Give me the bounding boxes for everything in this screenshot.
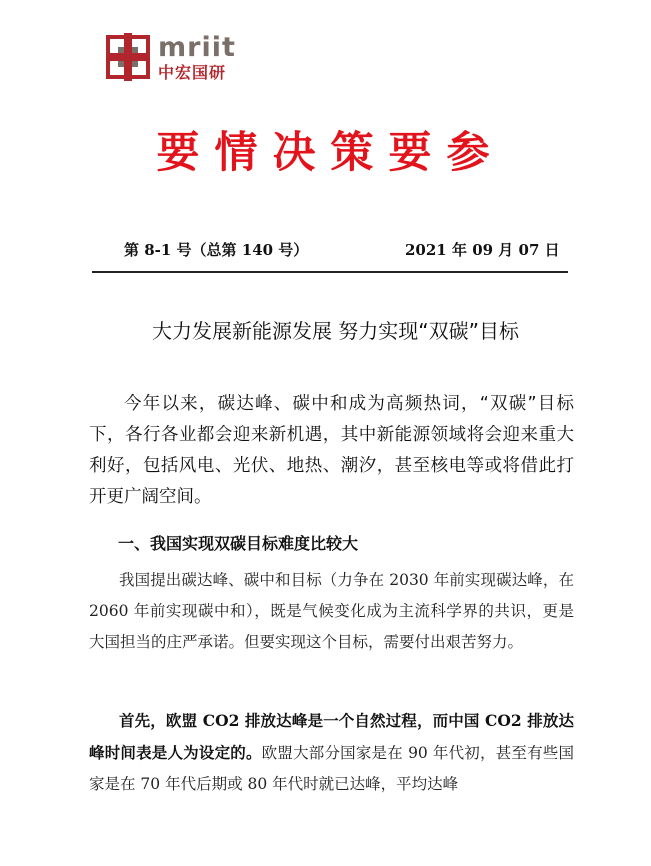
section-heading-1: 一、我国实现双碳目标难度比较大: [118, 534, 359, 553]
mriit-logo: [106, 33, 236, 83]
paragraph-2-body: 欧盟大部分国家是在 90 年代初，甚至有些国家是在 70 年代后期或 80 年代时就已达峰，平均达峰: [89, 744, 574, 793]
header-divider: [92, 271, 568, 273]
masthead-title: 要情决策要参: [156, 128, 505, 178]
intro-paragraph: 今年以来，碳达峰、碳中和成为高频热词，“双碳”目标下，各行各业都会迎来新机遇，其中新能源领域将会迎来重大利好，包括风电、光伏、地热、潮汐，甚至核电等或将借此打开更广阔空间。: [89, 394, 574, 507]
section-1-paragraph-1: 我国提出碳达峰、碳中和目标（力争在 2030 年前实现碳达峰，在 2060 年前实现碳中和），既是气候变化成为主流科学界的共识，更是大国担当的庄严承诺。但要实现这个目标，需要付出艰苦努力。: [89, 571, 574, 651]
issue-date: 2021 年 09 月 07 日: [405, 241, 560, 259]
mriit-logo-mark-icon: [106, 33, 150, 81]
logo-brand-cn: 中宏国研: [158, 63, 227, 82]
section-1-paragraph-2: [89, 705, 574, 800]
logo-brand-en: mriit: [158, 32, 236, 63]
issue-number: 第 8-1 号（总第 140 号）: [124, 241, 309, 259]
paragraph-2-lead: 首先，欧盟 CO2 排放达峰是一个自然过程，而中国 CO2 排放达峰时间表是人为设定的。: [89, 711, 574, 762]
article-title: 大力发展新能源发展 努力实现“双碳”目标: [151, 319, 520, 343]
